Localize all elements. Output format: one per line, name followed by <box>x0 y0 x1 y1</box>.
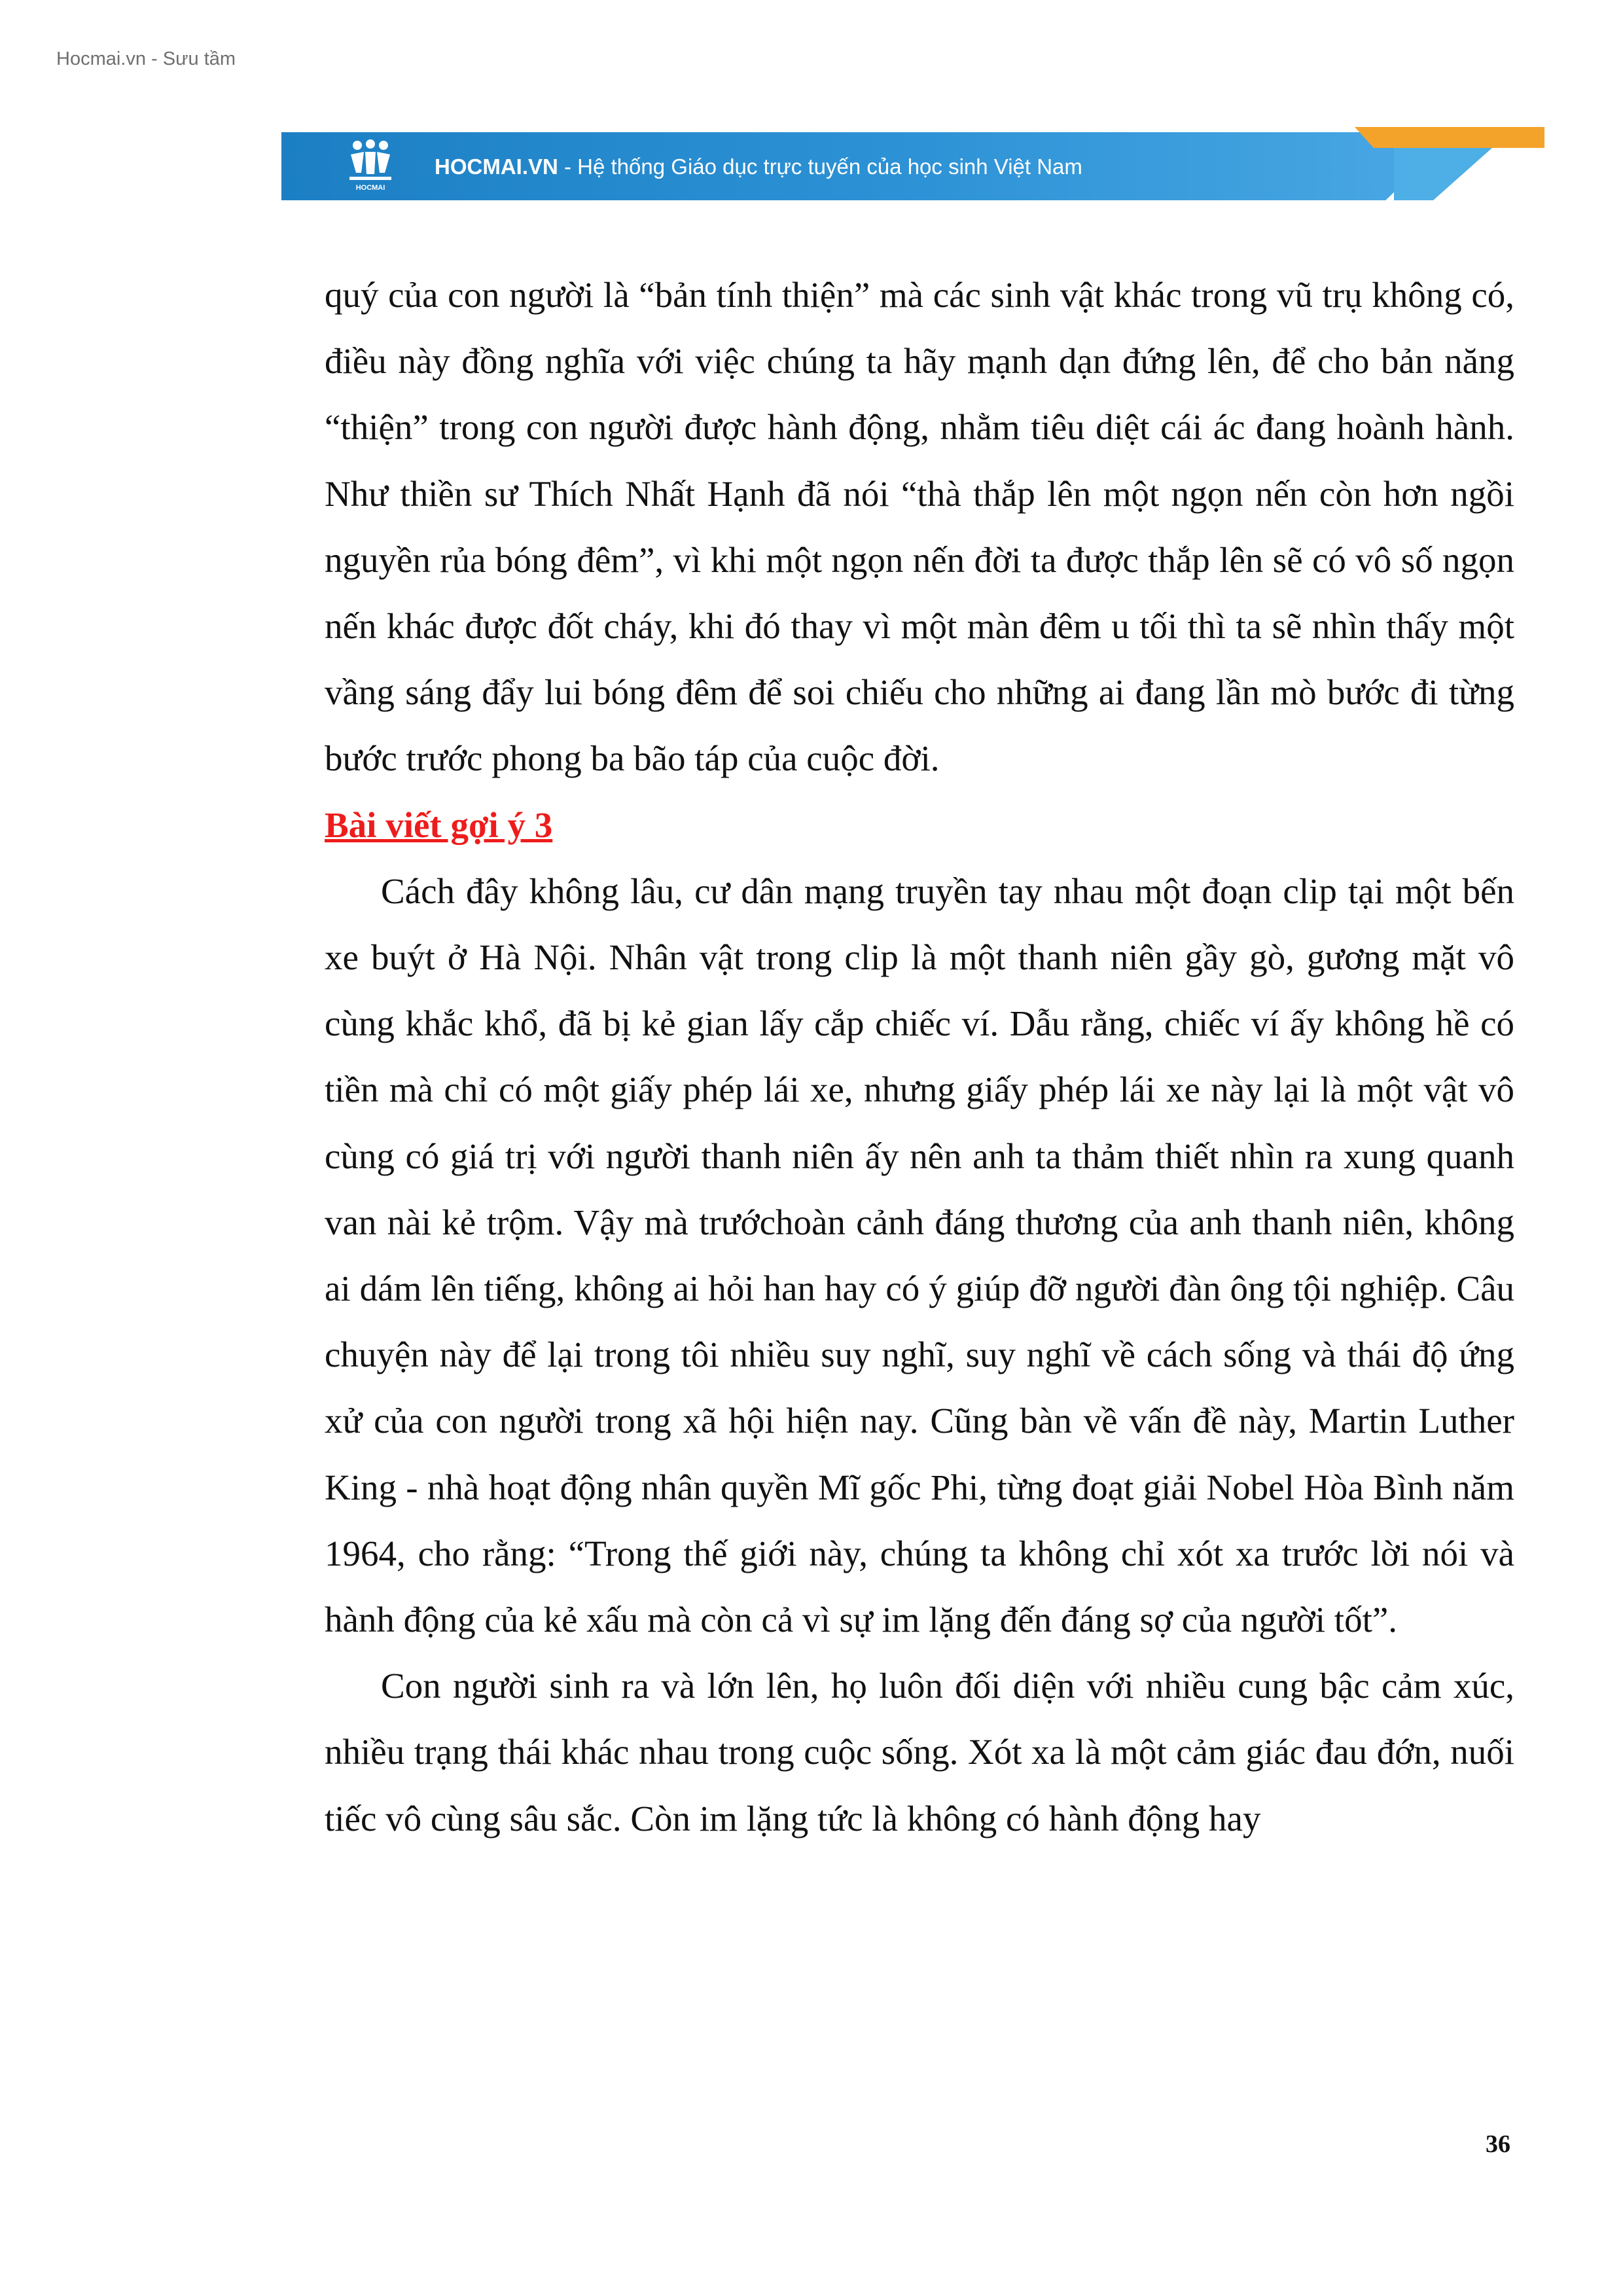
banner-accent-stripe <box>1355 127 1544 148</box>
banner-tail-stripe <box>1394 148 1492 200</box>
brand-name: HOCMAI.VN <box>435 154 558 179</box>
body-paragraph: quý của con người là “bản tính thiện” mà các sinh vật khác trong vũ trụ không có, điều này đồng nghĩa với việc chúng ta hãy mạnh dạn đứng lên, để cho bản năng “thiện” trong con người được hành động, nhằm tiêu diệt cái ác đang hoành hành. Như thiền sư Thích Nhất Hạnh đã nói “thà thắp lên một ngọn nến còn hơn ngồi nguyền rủa bóng đêm”, vì khi một ngọn nến đời ta được thắp lên sẽ có vô số ngọn nến khác được đốt cháy, khi đó thay vì một màn đêm u tối thì ta sẽ nhìn thấy một vầng sáng đẩy lui bóng đêm để soi chiếu cho những ai đang lần mò bước đi từng bước trước phong ba bão táp của cuộc đời. <box>325 275 1514 779</box>
hocmai-logo-icon <box>347 139 394 195</box>
page-number: 36 <box>1486 2130 1510 2158</box>
watermark-text: Hocmai.vn - Sưu tầm <box>56 48 236 69</box>
header-banner <box>281 127 1544 200</box>
document-body <box>325 262 1514 1852</box>
banner-text <box>435 154 1082 179</box>
body-paragraph: Cách đây không lâu, cư dân mạng truyền tay nhau một đoạn clip tại một bến xe buýt ở Hà Nội. Nhân vật trong clip là một thanh niên gầy gò, gương mặt vô cùng khắc khổ, đã bị kẻ gian lấy cắp chiếc ví. Dẫu rằng, chiếc ví ấy không hề có tiền mà chỉ có một giấy phép lái xe, nhưng giấy phép lái xe này lại là một vật vô cùng có giá trị với người thanh niên ấy nên anh ta thảm thiết nhìn ra xung quanh van nài kẻ trộm. Vậy mà trướchoàn cảnh đáng thương của anh thanh niên, không ai dám lên tiếng, không ai hỏi han hay có ý giúp đỡ người đàn ông tội nghiệp. Câu chuyện này để lại trong tôi nhiều suy nghĩ, suy nghĩ về cách sống và thái độ ứng xử của con người trong xã hội hiện nay. Cũng bàn về vấn đề này, Martin Luther King - nhà hoạt động nhân quyền Mĩ gốc Phi, từng đoạt giải Nobel Hòa Bình năm 1964, cho rằng: “Trong thế giới này, chúng ta không chỉ xót xa trước lời nói và hành động của kẻ xấu mà còn cả vì sự im lặng đến đáng sợ của người tốt”. <box>325 870 1514 1640</box>
section-heading: Bài viết gợi ý 3 <box>325 804 553 845</box>
banner-tagline: - Hệ thống Giáo dục trực tuyến của học sinh Việt Nam <box>558 154 1082 179</box>
svg-text:HOCMAI: HOCMAI <box>355 184 385 192</box>
body-paragraph: Con người sinh ra và lớn lên, họ luôn đối diện với nhiều cung bậc cảm xúc, nhiều trạng thái khác nhau trong cuộc sống. Xót xa là một cảm giác đau đớn, nuối tiếc vô cùng sâu sắc. Còn im lặng tức là không có hành động hay <box>325 1666 1514 1839</box>
